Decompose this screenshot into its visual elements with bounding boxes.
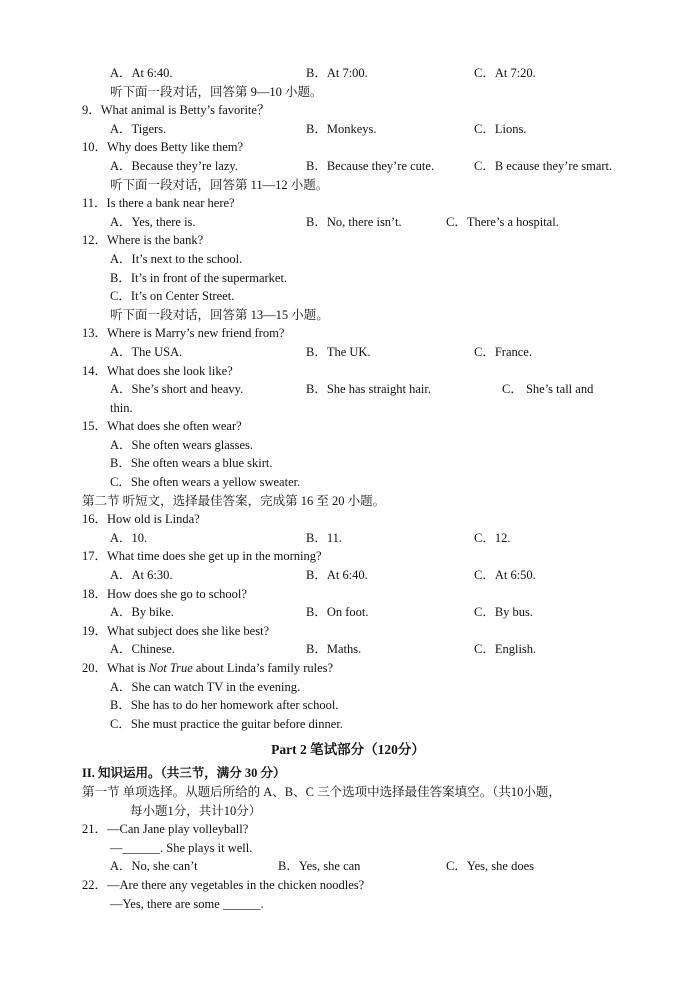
q14-option-a: A．She’s short and heavy. xyxy=(110,382,244,397)
q12-option-b: B．It’s in front of the supermarket. xyxy=(110,270,288,285)
q13-option-a: A．The USA. xyxy=(110,344,183,359)
q11-options xyxy=(0,213,696,232)
q15-option-c: C．She often wears a yellow sweater. xyxy=(110,475,301,490)
q18-option-b: B．On foot. xyxy=(306,605,369,620)
question-11: 11．Is there a bank near here? xyxy=(82,196,235,211)
q18-option-c: C．By bus. xyxy=(474,605,534,620)
q12-option-c: C．It’s on Center Street. xyxy=(110,289,235,304)
q14-options xyxy=(0,380,696,399)
q14-option-c-continued: thin. xyxy=(110,400,133,415)
q18-options xyxy=(0,603,696,622)
question-17: 17．What time does she get up in the morning? xyxy=(82,549,322,564)
question-16: 16．How old is Linda? xyxy=(82,512,200,527)
q19-option-c: C．English. xyxy=(474,642,537,657)
q12-option-a: A．It’s next to the school. xyxy=(110,251,243,266)
q17-option-a: A．At 6:30. xyxy=(110,568,173,583)
q13-option-b: B．The UK. xyxy=(306,344,371,359)
question-12: 12．Where is the bank? xyxy=(82,233,204,248)
q17-options xyxy=(0,566,696,585)
q16-option-a: A．10. xyxy=(110,530,148,545)
q20-option-c: C．She must practice the guitar before dinner. xyxy=(110,716,343,731)
exam-page xyxy=(0,64,696,913)
section-1-instruction: 第一节 单项选择。从题后所给的 A、B、C 三个选项中选择最佳答案填空。（共10小题， xyxy=(82,784,561,799)
q19-options xyxy=(0,640,696,659)
instruction-9-10: 听下面一段对话，回答第 9—10 小题。 xyxy=(110,84,323,99)
q17-option-c: C．At 6:50. xyxy=(474,568,536,583)
question-14: 14．What does she look like? xyxy=(82,363,233,378)
q9-option-b: B．Monkeys. xyxy=(306,121,377,136)
instruction-13-15: 听下面一段对话，回答第 13—15 小题。 xyxy=(110,307,329,322)
question-22-line-2: —Yes, there are some ______. xyxy=(110,896,264,911)
section-II-heading: II. 知识运用。（共三节，满分 30 分） xyxy=(82,766,286,781)
section-1-instruction-cont: 每小题1分，共计10分） xyxy=(130,803,262,818)
q14-option-c: C． She’s tall and xyxy=(502,382,594,397)
instruction-11-12: 听下面一段对话，回答第 11—12 小题。 xyxy=(110,177,329,192)
q11-option-b: B．No, there isn’t. xyxy=(306,214,402,229)
q10-option-b: B．Because they’re cute. xyxy=(306,158,435,173)
q11-option-c: C．There’s a hospital. xyxy=(446,214,559,229)
section-2-heading: 第二节 听短文，选择最佳答案，完成第 16 至 20 小题。 xyxy=(82,493,386,508)
question-9: 9．What animal is Betty’s favorite？ xyxy=(82,103,270,118)
q13-options xyxy=(0,343,696,362)
q14-option-b: B．She has straight hair. xyxy=(306,382,431,397)
q16-option-b: B．11. xyxy=(306,530,342,545)
question-20 xyxy=(82,659,333,678)
q16-options xyxy=(0,529,696,548)
q19-option-b: B．Maths. xyxy=(306,642,362,657)
q15-option-a: A．She often wears glasses. xyxy=(110,437,254,452)
q10-options xyxy=(0,157,696,176)
q21-option-a: A．No, she can’t xyxy=(110,859,198,874)
question-20-prefix: 20．What is xyxy=(82,661,149,675)
question-13: 13．Where is Marry’s new friend from? xyxy=(82,326,285,341)
question-20-suffix: about Linda’s family rules? xyxy=(192,661,334,675)
q9-option-a: A．Tigers. xyxy=(110,121,167,136)
q8-option-a: A．At 6:40. xyxy=(110,66,173,80)
question-19: 19．What subject does she like best? xyxy=(82,623,270,638)
q21-options xyxy=(0,857,696,876)
q20-option-a: A．She can watch TV in the evening. xyxy=(110,679,301,694)
question-22: 22．—Are there any vegetables in the chicken noodles? xyxy=(82,877,365,892)
q20-option-b: B．She has to do her homework after school. xyxy=(110,698,339,713)
q18-option-a: A．By bike. xyxy=(110,605,174,620)
question-20-emphasis: Not True xyxy=(148,661,193,675)
q17-option-b: B．At 6:40. xyxy=(306,568,368,583)
q11-option-a: A．Yes, there is. xyxy=(110,214,196,229)
question-15: 15．What does she often wear? xyxy=(82,419,242,434)
q21-option-c: C．Yes, she does xyxy=(446,859,534,874)
q15-option-b: B．She often wears a blue skirt. xyxy=(110,456,273,471)
q16-option-c: C．12. xyxy=(474,530,511,545)
question-21: 21．—Can Jane play volleyball? xyxy=(82,822,249,837)
q21-option-b: B．Yes, she can xyxy=(278,859,361,874)
question-21-line-2: —______. She plays it well. xyxy=(110,840,253,855)
q9-options xyxy=(0,120,696,139)
question-10: 10．Why does Betty like them? xyxy=(82,140,244,155)
q9-option-c: C．Lions. xyxy=(474,121,527,136)
q8-option-c: C．At 7:20. xyxy=(474,66,536,80)
q8-option-b: B．At 7:00. xyxy=(306,66,368,80)
q10-option-a: A．Because they’re lazy. xyxy=(110,158,238,173)
part-2-heading: Part 2 笔试部分（120分） xyxy=(271,742,425,758)
q19-option-a: A．Chinese. xyxy=(110,642,175,657)
q13-option-c: C．France. xyxy=(474,344,532,359)
question-18: 18．How does she go to school? xyxy=(82,586,247,601)
q8-options xyxy=(0,64,696,83)
q10-option-c: C．B ecause they’re smart. xyxy=(474,158,613,173)
